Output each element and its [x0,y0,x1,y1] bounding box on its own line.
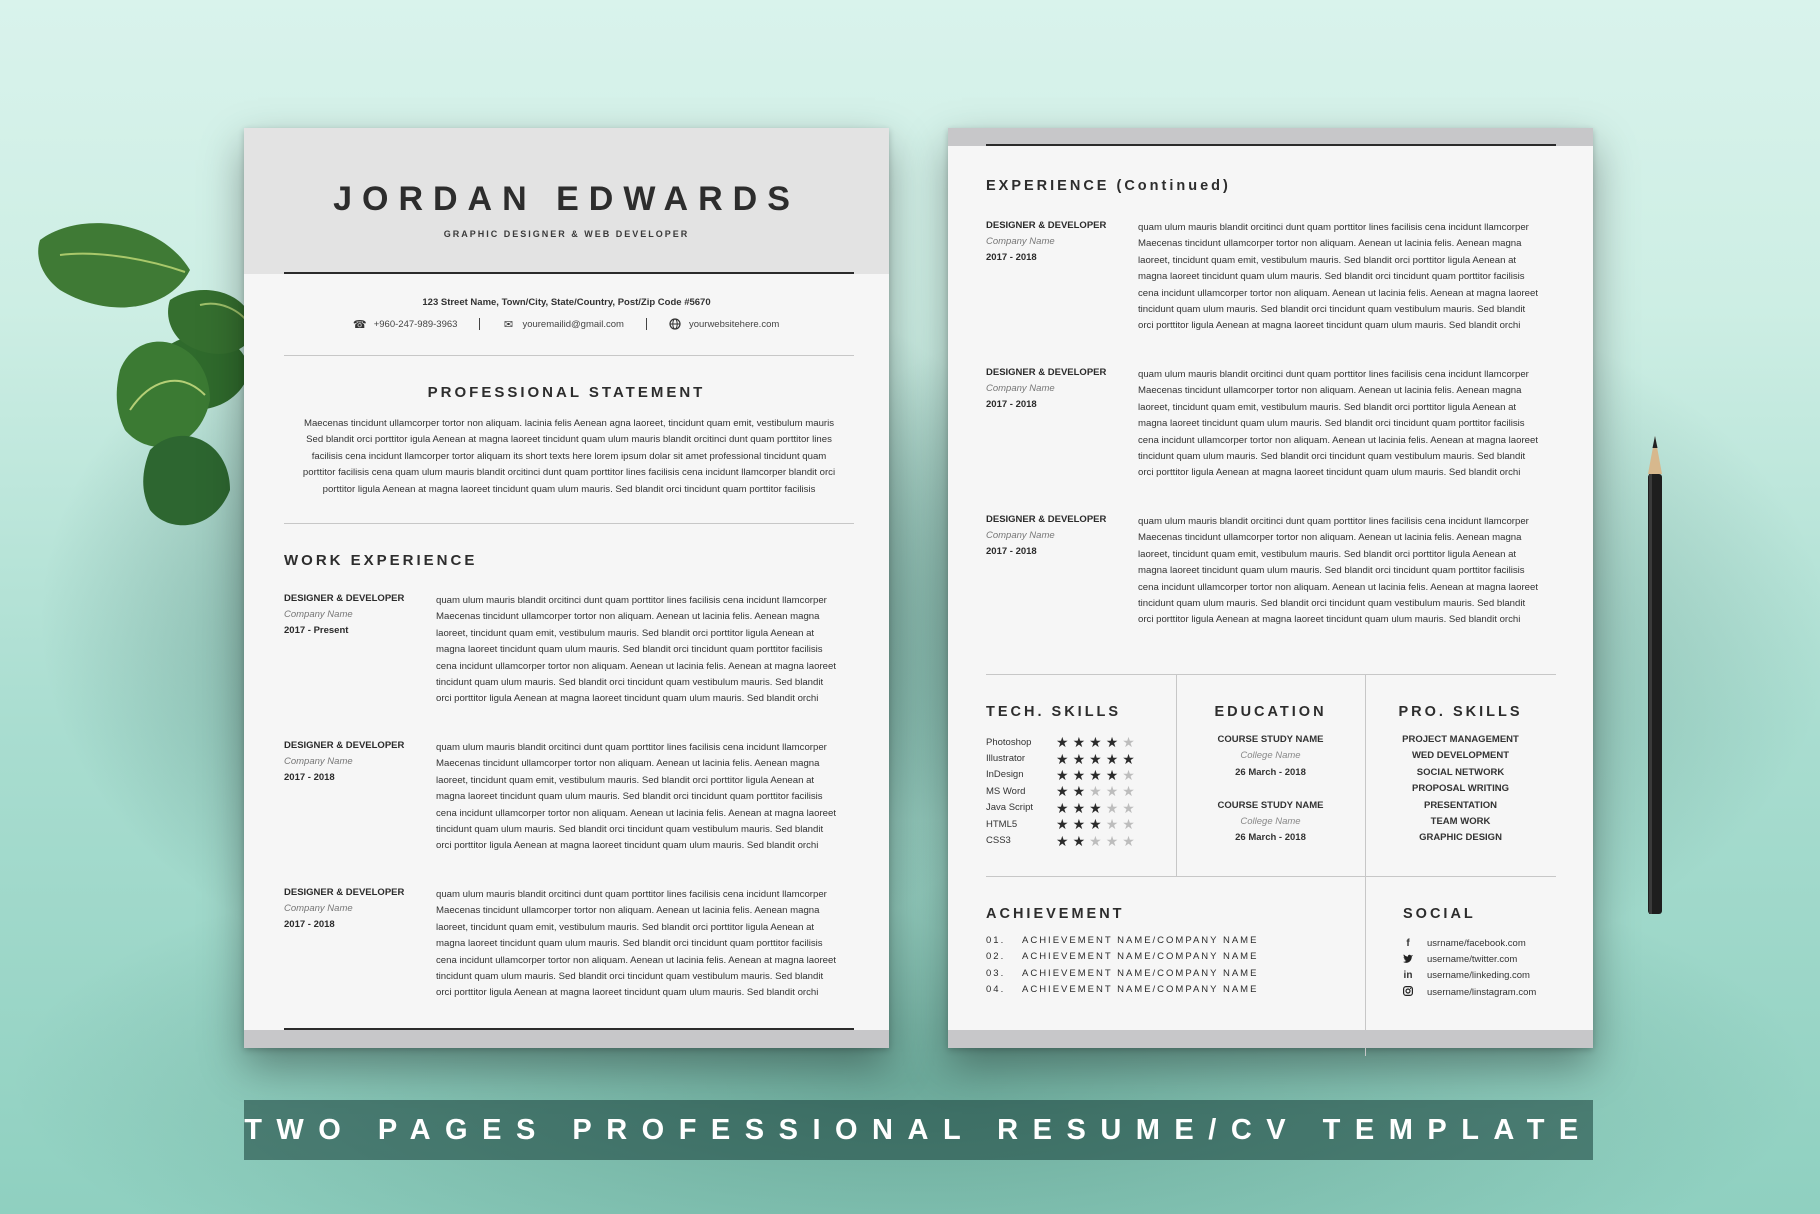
desc-line: quam ulum mauris blandit orcitinci dunt quam porttitor lines facilisis cena incidunt llamcorper [1138,369,1529,380]
email-text: youremailid@gmail.com [522,318,624,330]
desc-line: laoreet, tincidunt quam emit, vestibulum mauris. Sed blandit orci porttitor ligula Aenean at [436,627,815,639]
job-description [436,593,854,708]
desc-line: quam ulum mauris blandit orcitinci dunt quam porttitor lines facilisis cena incidunt llamcorper [436,595,827,606]
desc-line: quam ulum mauris blandit orcitinci dunt quam porttitor lines facilisis cena incidunt llamcorper [1138,222,1529,233]
achievement-item [986,968,1258,984]
star-filled-icon: ★ [1072,816,1086,833]
star-filled-icon: ★ [1072,766,1086,783]
statement-line: Sed blandit orci porttitor igula Aenean at magna laoreet tincidunt quam ulum mauris blandit orcitinci dunt quam porttitor lines [306,434,832,446]
desc-line: magna laoreet tincidunt quam ulum mauris. Sed blandit orci tincidunt quam porttitor facilisis [436,791,823,803]
star-filled-icon: ★ [1056,783,1069,800]
star-filled-icon: ★ [1056,734,1069,751]
desc-line: quam ulum mauris blandit orcitinci dunt quam porttitor lines facilisis cena incidunt llamcorper [436,889,827,900]
social-handle: usrname/facebook.com [1427,937,1526,949]
tech-skill-name: HTML5 [986,818,1018,830]
pro-skill-item: PRESENTATION [1423,799,1497,811]
section-divider [284,523,854,524]
achievement-number: 04. [986,984,1006,996]
footer-band [948,1030,1593,1048]
job-role: DESIGNER & DEVELOPER [284,593,405,604]
desc-line: cena incidunt ullamcorper tortor non aliquam. Aenean ut lacinia felis. Aenean at magna laoreet [1138,581,1538,593]
education-entry [1176,800,1365,849]
job-description [1138,367,1556,482]
desc-line: orci porttitor ligula Aenean at magna laoreet tincidunt quam ulum mauris. Sed blandit orchi [436,693,819,705]
desc-line: cena incidunt ullamcorper tortor non aliquam. Aenean ut lacinia felis. Aenean at magna laoreet [1138,287,1538,299]
resume-page-2 [948,128,1593,1048]
star-empty-icon: ★ [1122,734,1135,751]
desc-line: cena incidunt ullamcorper tortor non aliquam. Aenean ut lacinia felis. Aenean at magna laoreet [436,807,836,819]
star-filled-icon: ★ [1072,750,1086,767]
facebook-icon: f [1406,937,1410,949]
tech-skills-title: TECH. SKILLS [986,704,1122,720]
star-empty-icon: ★ [1089,832,1102,849]
achievement-item [986,984,1258,1000]
tech-skills-list [986,734,1166,849]
envelope-icon: ✉ [503,318,514,331]
tech-skill-row [986,783,1166,799]
desc-line: Maecenas tincidunt ullamcorper tortor non aliquam. Aenean ut lacinia felis. Aenean magna [436,905,820,917]
desc-line: magna laoreet tincidunt quam ulum mauris. Sed blandit orci tincidunt quam porttitor facilisis [436,938,823,950]
job-years: 2017 - Present [284,625,349,636]
star-filled-icon: ★ [1089,816,1102,833]
experience-continued-title: EXPERIENCE (Continued) [986,178,1231,194]
achievement-number: 02. [986,951,1006,963]
star-empty-icon: ★ [1105,816,1119,833]
job-company: Company Name [986,530,1055,541]
desc-line: laoreet, tincidunt quam emit, vestibulum mauris. Sed blandit orci porttitor ligula Aenean at [1138,548,1517,560]
desc-line: Maecenas tincidunt ullamcorper tortor non aliquam. Aenean ut lacinia felis. Aenean magna [1138,385,1522,397]
star-filled-icon: ★ [1072,832,1086,849]
star-rating [1056,801,1135,815]
desc-line: tincidunt quam ulum mauris. Sed blandit orci tincidunt quam vestibulum mauris. Sed blandit [1138,598,1526,610]
job-role: DESIGNER & DEVELOPER [986,367,1107,378]
desc-line: quam ulum mauris blandit orcitinci dunt quam porttitor lines facilisis cena incidunt llamcorper [1138,516,1529,527]
star-empty-icon: ★ [1105,832,1119,849]
desc-line: Maecenas tincidunt ullamcorper tortor non aliquam. Aenean ut lacinia felis. Aenean magna [436,611,820,623]
star-rating [1056,752,1135,766]
star-rating [1056,735,1135,749]
pro-skill-item: SOCIAL NETWORK [1416,766,1505,778]
statement-text [284,416,854,498]
job-years: 2017 - 2018 [986,252,1037,263]
achievement-item [986,935,1258,951]
pro-skill-item: WED DEVELOPMENT [1411,750,1510,762]
star-empty-icon: ★ [1122,816,1135,833]
star-empty-icon: ★ [1105,783,1119,800]
college-name: College Name [1240,750,1301,762]
footer-band [244,1030,889,1048]
pro-skill-item: PROPOSAL WRITING [1412,783,1509,795]
pro-skill-item: TEAM WORK [1430,815,1491,827]
desc-line: cena incidunt ullamcorper tortor non aliquam. Aenean ut lacinia felis. Aenean at magna laoreet [1138,434,1538,446]
tech-skill-name: Photoshop [986,736,1032,748]
star-rating [1056,768,1135,782]
statement-title: PROFESSIONAL STATEMENT [427,384,706,401]
star-filled-icon: ★ [1056,766,1069,783]
grid-divider [986,674,1556,675]
star-filled-icon: ★ [1105,750,1119,767]
social-item[interactable] [1403,935,1536,951]
star-filled-icon: ★ [1122,750,1135,767]
tech-skill-row [986,832,1166,848]
desc-line: laoreet, tincidunt quam emit, vestibulum mauris. Sed blandit orci porttitor ligula Aenean at [436,774,815,786]
desc-line: laoreet, tincidunt quam emit, vestibulum mauris. Sed blandit orci porttitor ligula Aenean at [436,921,815,933]
tech-skill-name: MS Word [986,785,1026,797]
star-empty-icon: ★ [1122,799,1135,816]
achievement-title: ACHIEVEMENT [986,906,1125,922]
contact-row [244,318,889,330]
statement-line: porttitor facilisis cena quam ulum mauris blandit orcitinci dunt quam porttitor lines facilisis cena incidunt llamcorper blandit orci [302,467,836,479]
job-years: 2017 - 2018 [284,919,335,930]
desc-line: laoreet, tincidunt quam emit, vestibulum mauris. Sed blandit orci porttitor ligula Aenean at [1138,401,1517,413]
star-empty-icon: ★ [1122,783,1135,800]
star-empty-icon: ★ [1122,832,1135,849]
work-experience-title: WORK EXPERIENCE [284,552,478,569]
desc-line: orci porttitor ligula Aenean at magna laoreet tincidunt quam ulum mauris. Sed blandit orchi [436,840,819,852]
tech-skill-row [986,800,1166,816]
plant-leaves-decoration [0,200,260,560]
star-filled-icon: ★ [1056,816,1069,833]
social-handle: username/linkeding.com [1427,970,1530,982]
contact-email [480,318,646,330]
star-filled-icon: ★ [1089,799,1102,816]
desc-line: orci porttitor ligula Aenean at magna laoreet tincidunt quam ulum mauris. Sed blandit orchi [1138,320,1521,332]
desc-line: magna laoreet tincidunt quam ulum mauris. Sed blandit orci tincidunt quam porttitor facilisis [1138,565,1525,577]
desc-line: laoreet, tincidunt quam emit, vestibulum mauris. Sed blandit orci porttitor ligula Aenean at [1138,254,1517,266]
pro-skills-title: PRO. SKILLS [1398,704,1523,720]
star-rating [1056,817,1135,831]
desc-line: Maecenas tincidunt ullamcorper tortor non aliquam. Aenean ut lacinia felis. Aenean magna [436,758,820,770]
tech-skill-row [986,767,1166,783]
address: 123 Street Name, Town/City, State/Country, Post/Zip Code #5670 [422,297,711,308]
header-divider [284,272,854,274]
tech-skill-row [986,750,1166,766]
desc-line: tincidunt quam ulum mauris. Sed blandit orci tincidunt quam vestibulum mauris. Sed blandit [436,677,824,689]
star-empty-icon: ★ [1089,783,1102,800]
star-filled-icon: ★ [1072,734,1086,751]
desc-line: tincidunt quam ulum mauris. Sed blandit orci tincidunt quam vestibulum mauris. Sed blandit [1138,304,1526,316]
pro-skill-item: GRAPHIC DESIGN [1419,832,1502,844]
candidate-job-title: GRAPHIC DESIGNER & WEB DEVELOPER [443,229,690,239]
phone-text: +960-247-989-3963 [373,318,458,330]
job-company: Company Name [284,756,353,767]
instagram-icon [1403,986,1413,999]
desc-line: orci porttitor ligula Aenean at magna laoreet tincidunt quam ulum mauris. Sed blandit orchi [1138,467,1521,479]
social-item[interactable] [1403,968,1536,984]
job-role: DESIGNER & DEVELOPER [284,740,405,751]
job-company: Company Name [986,236,1055,247]
desc-line: orci porttitor ligula Aenean at magna laoreet tincidunt quam ulum mauris. Sed blandit orchi [1138,614,1521,626]
desc-line: tincidunt quam ulum mauris. Sed blandit orci tincidunt quam vestibulum mauris. Sed blandit [436,824,824,836]
social-list [1403,935,1536,1001]
job-company: Company Name [284,609,353,620]
desc-line: magna laoreet tincidunt quam ulum mauris. Sed blandit orci tincidunt quam porttitor facilisis [1138,271,1525,283]
statement-line: Maecenas tincidunt ullamcorper tortor non aliquam. lacinia felis Aenean agna laoreet, tincidunt quam emit, vestibulum mauris [303,418,835,429]
education-entry [1176,734,1365,783]
linkedin-icon: in [1403,970,1413,982]
job-description [1138,220,1556,335]
achievement-text: ACHIEVEMENT NAME/COMPANY NAME [1022,951,1259,963]
course-name: COURSE STUDY NAME [1217,799,1324,811]
star-filled-icon: ★ [1056,832,1069,849]
star-filled-icon: ★ [1089,766,1102,783]
achievement-text: ACHIEVEMENT NAME/COMPANY NAME [1022,967,1259,979]
job-description [1138,514,1556,629]
grid-divider [986,876,1556,877]
candidate-name: JORDAN EDWARDS [333,180,800,218]
education-date: 26 March - 2018 [1235,832,1306,844]
star-empty-icon: ★ [1105,799,1119,816]
tech-skill-row [986,734,1166,750]
pro-skills-list [1365,734,1556,849]
job-description [436,887,854,1002]
job-company: Company Name [986,383,1055,394]
job-role: DESIGNER & DEVELOPER [284,887,405,898]
star-filled-icon: ★ [1089,734,1102,751]
education-date: 26 March - 2018 [1235,766,1306,778]
grid-column-divider [1365,674,1366,1056]
website-text: yourwebsitehere.com [688,318,780,330]
achievement-list [986,935,1258,1001]
twitter-icon [1403,954,1413,966]
desc-line: orci porttitor ligula Aenean at magna laoreet tincidunt quam ulum mauris. Sed blandit orchi [436,987,819,999]
pencil-decoration [1640,436,1670,936]
course-name: COURSE STUDY NAME [1217,734,1324,745]
contact-phone [332,318,480,330]
tech-skill-name: Illustrator [986,753,1026,765]
job-company: Company Name [284,903,353,914]
star-filled-icon: ★ [1072,799,1086,816]
star-rating [1056,784,1135,798]
star-filled-icon: ★ [1056,799,1069,816]
achievement-text: ACHIEVEMENT NAME/COMPANY NAME [1022,935,1259,946]
desc-line: magna laoreet tincidunt quam ulum mauris. Sed blandit orci tincidunt quam porttitor facilisis [1138,418,1525,430]
desc-line: cena incidunt ullamcorper tortor non aliquam. Aenean ut lacinia felis. Aenean at magna laoreet [436,954,836,966]
education-list [1176,734,1365,849]
star-rating [1056,834,1135,848]
education-title: EDUCATION [1214,704,1327,720]
desc-line: magna laoreet tincidunt quam ulum mauris. Sed blandit orci tincidunt quam porttitor facilisis [436,644,823,656]
statement-line: facilisis cena incidunt llamcorper tortor aliquam its short texts here lorem ipsum dolar sit amet professional tincidunt quam [311,450,827,462]
social-title: SOCIAL [1403,906,1476,922]
job-description [436,740,854,855]
star-filled-icon: ★ [1089,750,1102,767]
tech-skill-row [986,816,1166,832]
job-role: DESIGNER & DEVELOPER [986,220,1107,231]
star-filled-icon: ★ [1105,766,1119,783]
globe-icon [669,318,681,330]
tech-skill-name: Java Script [986,802,1033,814]
desc-line: Maecenas tincidunt ullamcorper tortor non aliquam. Aenean ut lacinia felis. Aenean magna [1138,238,1522,250]
desc-line: quam ulum mauris blandit orcitinci dunt quam porttitor lines facilisis cena incidunt llamcorper [436,742,827,753]
phone-icon: ☎ [352,318,367,331]
desc-line: tincidunt quam ulum mauris. Sed blandit orci tincidunt quam vestibulum mauris. Sed blandit [436,971,824,983]
star-filled-icon: ★ [1072,783,1086,800]
social-item[interactable] [1403,951,1536,967]
job-years: 2017 - 2018 [986,399,1037,410]
contact-website [647,318,801,330]
star-empty-icon: ★ [1122,766,1135,783]
tech-skill-name: CSS3 [986,835,1011,847]
desc-line: tincidunt quam ulum mauris. Sed blandit orci tincidunt quam vestibulum mauris. Sed blandit [1138,451,1526,463]
achievement-number: 01. [986,935,1006,946]
job-years: 2017 - 2018 [284,772,335,783]
social-item[interactable] [1403,984,1536,1000]
statement-line: porttitor ligula Aenean at magna laoreet tincidunt quam ulum mauris. Sed blandit orci tincidunt quam porttitor facilisis [322,483,816,495]
social-handle: username/twitter.com [1427,954,1518,966]
resume-page-1 [244,128,889,1048]
section-divider [284,355,854,356]
job-years: 2017 - 2018 [986,546,1037,557]
achievement-number: 03. [986,967,1006,979]
pro-skill-item: PROJECT MANAGEMENT [1402,734,1519,745]
star-filled-icon: ★ [1105,734,1119,751]
desc-line: Maecenas tincidunt ullamcorper tortor non aliquam. Aenean ut lacinia felis. Aenean magna [1138,532,1522,544]
achievement-item [986,951,1258,967]
desc-line: cena incidunt ullamcorper tortor non aliquam. Aenean ut lacinia felis. Aenean at magna laoreet [436,660,836,672]
job-role: DESIGNER & DEVELOPER [986,514,1107,525]
template-banner [244,1100,1593,1160]
tech-skill-name: InDesign [986,769,1024,781]
achievement-text: ACHIEVEMENT NAME/COMPANY NAME [1022,984,1259,996]
banner-text: TWO PAGES PROFESSIONAL RESUME/CV TEMPLATE [244,1113,1593,1146]
social-handle: username/linstagram.com [1427,986,1537,998]
star-filled-icon: ★ [1056,750,1069,767]
header-divider [986,144,1556,146]
college-name: College Name [1240,815,1301,827]
